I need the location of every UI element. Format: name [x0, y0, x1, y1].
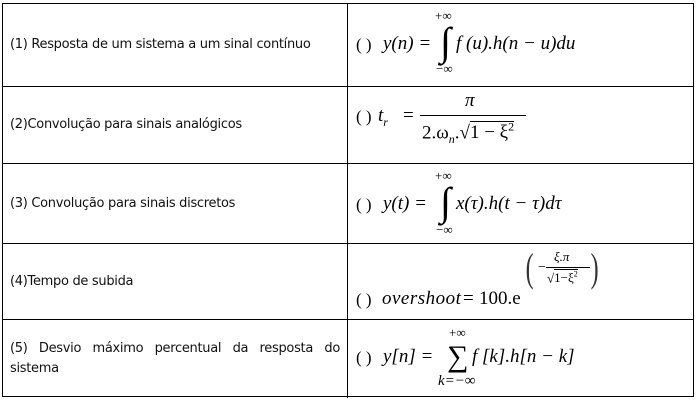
row-1-integral-sign: ∫ [440, 19, 451, 64]
row-2-denominator: $2.\omega_n.√1 - \xi^2$ [422, 120, 515, 147]
row-5-formula-body: f [k].h[n − k] [472, 346, 575, 367]
row-2-fraction-bar [420, 115, 526, 116]
row-4-exp-denominator: $√1-\xi^2$ [547, 270, 578, 286]
row-5-answer-blank[interactable]: ( ) [356, 348, 372, 367]
row-1-formula-lhs: y(n) = [383, 33, 432, 54]
row-3-lower-limit: −∞ [436, 222, 453, 237]
row-4-answer-blank[interactable]: ( ) [356, 290, 372, 309]
row-4-base: 100.e [479, 288, 521, 309]
row-2-numerator: π [465, 90, 475, 111]
row-3-upper-limit: +∞ [435, 168, 452, 183]
row-3-formula-cell [348, 164, 693, 243]
row-1-formula-body: f (u).h(n − u)du [456, 33, 576, 54]
row-4-exp-close-paren: ) [590, 245, 599, 290]
row-5-formula-lhs: y[n] = [383, 346, 434, 367]
row-3-answer-blank[interactable]: ( ) [356, 195, 372, 214]
row-4-exp-open-paren: ( [525, 245, 534, 290]
table-row-3 [3, 163, 693, 243]
row-2-equals: = [403, 105, 414, 126]
table-row-4 [3, 243, 693, 319]
row-3-integral-sign: ∫ [440, 179, 451, 224]
row-3-formula-body: x(τ).h(t − τ)dτ [456, 193, 562, 214]
row-4-label: (4)Tempo de subida [3, 244, 348, 319]
table-row-1 [3, 4, 693, 86]
row-1-upper-limit: +∞ [435, 8, 452, 23]
row-5-label: (5) Desvio máximo percentual da resposta do sistema [3, 320, 348, 398]
row-5-sum-sign: ∑ [447, 340, 469, 373]
row-4-equals: = [463, 288, 474, 309]
row-1-label: (1) Resposta de um sistema a um sinal contínuo [3, 4, 348, 86]
row-2-answer-blank[interactable]: ( ) [356, 107, 372, 126]
row-3-label: (3) Convolução para sinais discretos [3, 164, 348, 243]
row-1-answer-blank[interactable]: ( ) [356, 35, 372, 54]
row-4-formula-cell [348, 244, 693, 319]
matching-table [2, 3, 694, 397]
row-5-formula-cell [348, 320, 693, 398]
table-row-2 [3, 86, 693, 163]
row-2-label: (2)Convolução para sinais analógicos [3, 87, 348, 163]
row-4-formula-lhs: overshoot [382, 288, 462, 309]
row-4-exp-numerator: ξ.π [554, 249, 570, 264]
row-1-formula-cell [348, 4, 693, 86]
row-2-formula-cell [348, 87, 693, 163]
row-2-formula-lhs: $t_r$ [378, 105, 388, 129]
row-4-exp-fraction-bar [546, 267, 590, 268]
table-row-5 [3, 319, 693, 398]
row-4-exp-minus: − [538, 260, 546, 275]
row-5-upper-limit: +∞ [449, 325, 466, 340]
row-3-formula-lhs: y(t) = [383, 193, 427, 214]
row-1-lower-limit: −∞ [436, 61, 453, 76]
row-5-lower-limit: k=−∞ [438, 373, 476, 389]
